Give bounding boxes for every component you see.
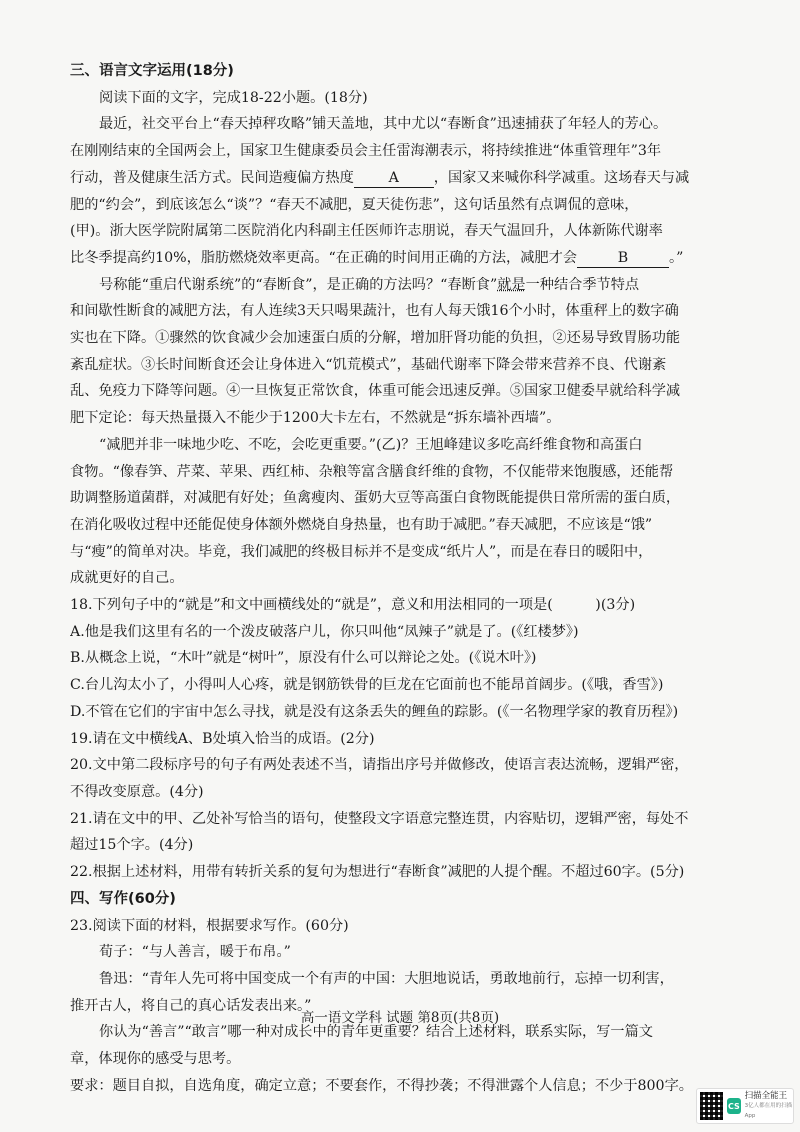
xunzi-quote: 荀子：“与人善言，暖于布帛。” xyxy=(99,944,291,961)
passage-line: 在消化吸收过程中还能促使身体额外燃烧自身热量，也有助于减肥。”春天减肥，不应该是“饿” xyxy=(70,516,653,533)
passage-line: 紊乱症状。③长时间断食还会让身体进入“饥荒模式”，基础代谢率下降会带来营养不良、代谢紊 xyxy=(70,356,667,373)
passage-line: 肥下定论：每天热量摄入不能少于1200大卡左右，不然就是“拆东墙补西墙”。 xyxy=(70,410,561,427)
writing-requirements: 要求：题目自拟，自选角度，确定立意；不要套作，不得抄袭；不得泄露个人信息；不少于800字。 xyxy=(70,1077,693,1094)
passage-line: 和间歇性断食的减肥方法，有人连续3天只喝果蔬汁，也有人每天饿16个小时，体重秤上的数字确 xyxy=(70,303,679,320)
passage-line: 乱、免疫力下降等问题。④一旦恢复正常饮食，体重可能会迅速反弹。⑤国家卫健委早就给科学减 xyxy=(70,383,681,400)
qr-code-icon xyxy=(700,1092,723,1120)
passage-line: 食物。“像春笋、芹菜、苹果、西红柿、杂粮等富含膳食纤维的食物，不仅能带来饱腹感，还能帮 xyxy=(70,463,674,480)
q18-option-a: A.他是我们这里有名的一个泼皮破落户儿，你只叫他“凤辣子”就是了。(《红楼梦》) xyxy=(70,623,579,640)
luxun-quote: 鲁迅：“青年人先可将中国变成一个有声的中国：大胆地说话，勇敢地前行，忘掉一切利害， xyxy=(99,970,674,987)
passage-line: (甲)。浙大医学院附属第二医院消化内科副主任医师许志朋说，春天气温回升，人体新陈代谢率 xyxy=(70,223,663,240)
passage-line: 实也在下降。①骤然的饮食减少会加速蛋白质的分解，增加肝肾功能的负担，②还易导致胃肠功能 xyxy=(70,330,681,347)
watermark-name: 扫描全能王 xyxy=(744,1091,788,1101)
blank-a: A xyxy=(354,169,434,188)
camscanner-logo: CS xyxy=(727,1098,740,1114)
question-21-cont: 超过15个字。(4分) xyxy=(70,837,194,854)
question-20-cont: 不得改变原意。(4分) xyxy=(70,783,204,800)
passage-line: 肥的“约会”，到底该怎么“谈”？“春天不减肥，夏天徒伤悲”，这句话虽然有点调侃的意味， xyxy=(70,196,639,213)
section3-heading: 三、语言文字运用(18分) xyxy=(70,63,234,79)
writing-prompt: 你认为“善言”“敢言”哪一种对成长中的青年更重要？结合上述材料，联系实际，写一篇文 xyxy=(99,1024,653,1041)
luxun-quote-cont: 推开古人，将自己的真心话发表出来。” xyxy=(70,997,312,1014)
watermark-sub: 3亿人都在用的扫描App xyxy=(744,1103,793,1119)
q18-option-b: B.从概念上说，“木叶”就是“树叶”，原没有什么可以辩论之处。(《说木叶》) xyxy=(70,650,537,667)
passage-line: 最近，社交平台上“春天掉秤攻略”铺天盖地，其中尤以“春断食”迅速捕获了年轻人的芳心。 xyxy=(99,116,668,133)
question-22: 22.根据上述材料，用带有转折关系的复句为想进行“春断食”减肥的人提个醒。不超过60字。(5分) xyxy=(70,864,685,881)
writing-prompt-cont: 章，体现你的感受与思考。 xyxy=(70,1051,241,1068)
section4-heading: 四、写作(60分) xyxy=(70,890,176,907)
passage-line: 成就更好的自己。 xyxy=(70,570,184,587)
question-23: 23.阅读下面的材料，根据要求写作。(60分) xyxy=(70,917,349,934)
passage-line: 在刚刚结束的全国两会上，国家卫生健康委员会主任雷海潮表示，将持续推进“体重管理年”3年 xyxy=(70,143,662,160)
blank-b: B xyxy=(577,249,669,268)
passage-line: 行动，普及健康生活方式。民间造瘦偏方热度 A ，国家又来喊你科学减重。这场春天与减 xyxy=(70,169,690,186)
question-21: 21.请在文中的甲、乙处补写恰当的语句，使整段文字语意完整连贯，内容贴切，逻辑严密，每处不 xyxy=(70,810,689,827)
section3-instruction: 阅读下面的文字，完成18-22小题。(18分) xyxy=(99,89,368,106)
question-18: 18.下列句子中的“就是”和文中画横线处的“就是”，意义和用法相同的一项是( )(3分) xyxy=(70,597,636,614)
passage-line: 号称能“重启代谢系统”的“春断食”，是正确的方法吗？“春断食”就是一种结合季节特点 xyxy=(99,276,640,293)
question-20: 20.文中第二段标序号的句子有两处表述不当，请指出序号并做修改，使语言表达流畅，逻辑严密， xyxy=(70,757,689,774)
q18-option-d: D.不管在它们的宇宙中怎么寻找，就是没有这条丢失的鲤鱼的踪影。(《一名物理学家的教育历程》) xyxy=(70,703,679,720)
passage-line: 与“瘦”的简单对决。毕竟，我们减肥的终极目标并不是变成“纸片人”，而是在春日的暖阳中， xyxy=(70,543,653,560)
question-19: 19.请在文中横线A、B处填入恰当的成语。(2分) xyxy=(70,730,375,747)
scanner-watermark xyxy=(696,1088,794,1124)
page-footer: 高一语文学科 试题 第8页(共8页) xyxy=(300,1010,500,1026)
underlined-jiushi: 就是 xyxy=(497,276,526,293)
passage-line: “减肥并非一味地少吃、不吃，会吃更重要。”(乙)？王旭峰建议多吃高纤维食物和高蛋白 xyxy=(99,436,643,453)
passage-line: 助调整肠道菌群，对减肥有好处；鱼禽瘦肉、蛋奶大豆等高蛋白食物既能提供日常所需的蛋白质， xyxy=(70,490,681,507)
passage-line: 比冬季提高约10%，脂肪燃烧效率更高。“在正确的时间用正确的方法，减肥才会 B 。” xyxy=(70,249,684,266)
q18-option-c: C.台儿沟太小了，小得叫人心疼，就是钢筋铁骨的巨龙在它面前也不能昂首阔步。(《哦，香雪》) xyxy=(70,677,664,694)
